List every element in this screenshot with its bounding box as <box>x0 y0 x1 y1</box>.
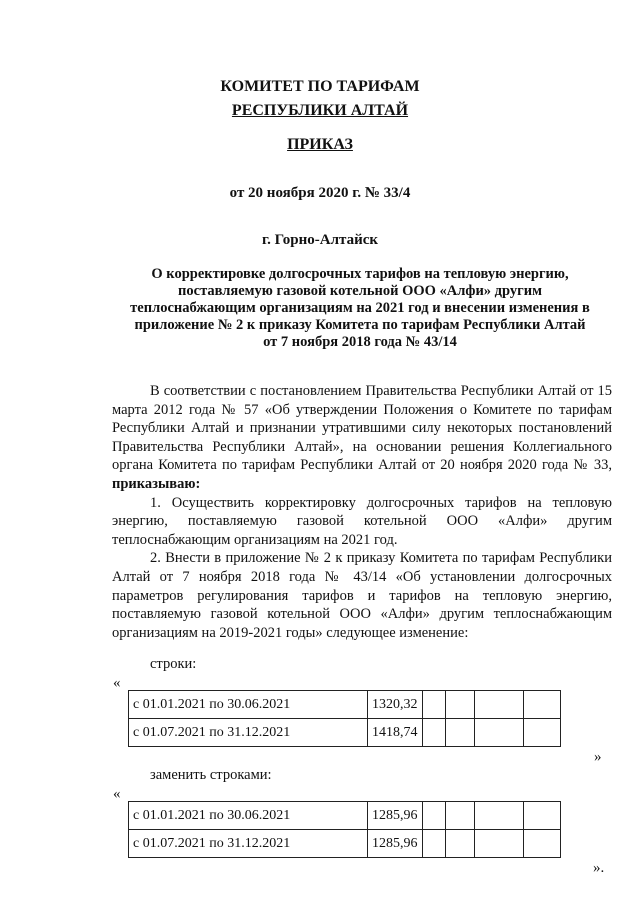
body-text <box>112 382 612 642</box>
tariff-value-cell: 1285,96 <box>368 830 423 858</box>
empty-cell <box>422 691 445 719</box>
empty-cell <box>474 830 523 858</box>
old-rows-table <box>128 690 561 747</box>
tariff-value-cell: 1418,74 <box>368 719 423 747</box>
item-2: 2. Внести в приложение № 2 к приказу Комитета по тарифам Республики Алтай от 7 ноября 2018 года № 43/14 «Об установлении долгосрочных параметров регулирования тарифов и тарифов на тепловую энергию, поставляемую газовой котельной ООО «Алфи» другим теплоснабжающим организациям на 2019-2021 годы» следующее изменение: <box>112 550 612 641</box>
rows-label: строки: <box>150 656 197 672</box>
committee-name-line1: КОМИТЕТ ПО ТАРИФАМ <box>220 78 420 95</box>
intro-order-word: приказываю: <box>112 475 201 492</box>
empty-cell <box>422 719 445 747</box>
empty-cell <box>474 691 523 719</box>
committee-name-line2 <box>0 102 640 120</box>
table-row <box>129 719 561 747</box>
empty-cell <box>523 691 560 719</box>
table-row <box>129 830 561 858</box>
committee-name-line2-text: РЕСПУБЛИКИ АЛТАЙ <box>231 102 409 119</box>
period-cell: с 01.07.2021 по 31.12.2021 <box>129 830 368 858</box>
empty-cell <box>474 802 523 830</box>
empty-cell <box>523 802 560 830</box>
close-quote: » <box>594 749 602 765</box>
empty-cell <box>445 830 474 858</box>
empty-cell <box>445 719 474 747</box>
title-line: от 7 ноября 2018 года № 43/14 <box>263 334 457 350</box>
date-number: от 20 ноября 2020 г. № 33/4 <box>229 185 411 201</box>
empty-cell <box>445 802 474 830</box>
table-row <box>129 802 561 830</box>
title-line: теплоснабжающим организациям на 2021 год и внесении изменения в <box>130 300 590 316</box>
empty-cell <box>445 691 474 719</box>
open-quote: « <box>113 675 121 691</box>
item-1: 1. Осуществить корректировку долгосрочных тарифов на тепловую энергию, поставляемую газовой котельной ООО «Алфи» другим теплоснабжающим организациям на 2021 год. <box>112 494 612 548</box>
tariff-value-cell: 1285,96 <box>368 802 423 830</box>
empty-cell <box>422 802 445 830</box>
new-rows-table <box>128 801 561 858</box>
intro-paragraph <box>112 382 612 494</box>
city: г. Горно-Алтайск <box>261 232 379 248</box>
table-row <box>129 691 561 719</box>
empty-cell <box>523 830 560 858</box>
replace-label: заменить строками: <box>150 767 272 783</box>
open-quote-2: « <box>113 786 121 802</box>
document-type-text: ПРИКАЗ <box>287 136 353 153</box>
close-quote-final: ». <box>593 860 605 876</box>
period-cell: с 01.01.2021 по 30.06.2021 <box>129 691 368 719</box>
empty-cell <box>422 830 445 858</box>
title-line: О корректировке долгосрочных тарифов на тепловую энергию, <box>151 266 569 282</box>
document-type <box>0 136 640 154</box>
intro-text: В соответствии с постановлением Правительства Республики Алтай от 15 марта 2012 года № 57 «Об утверждении Положения о Комитете по тарифам Республики Алтай и признании утратившими силу некоторых постановлений Правительства Республики Алтай», на основании решения Коллегиального органа Комитета по тарифам Республики Алтай от 20 ноября 2020 года № 33, <box>112 383 612 474</box>
tariff-value-cell: 1320,32 <box>368 691 423 719</box>
title-line: поставляемую газовой котельной ООО «Алфи» другим <box>178 283 542 299</box>
title-line: приложение № 2 к приказу Комитета по тарифам Республики Алтай <box>134 317 586 333</box>
period-cell: с 01.07.2021 по 31.12.2021 <box>129 719 368 747</box>
empty-cell <box>474 719 523 747</box>
empty-cell <box>523 719 560 747</box>
period-cell: с 01.01.2021 по 30.06.2021 <box>129 802 368 830</box>
document-title <box>110 266 610 351</box>
